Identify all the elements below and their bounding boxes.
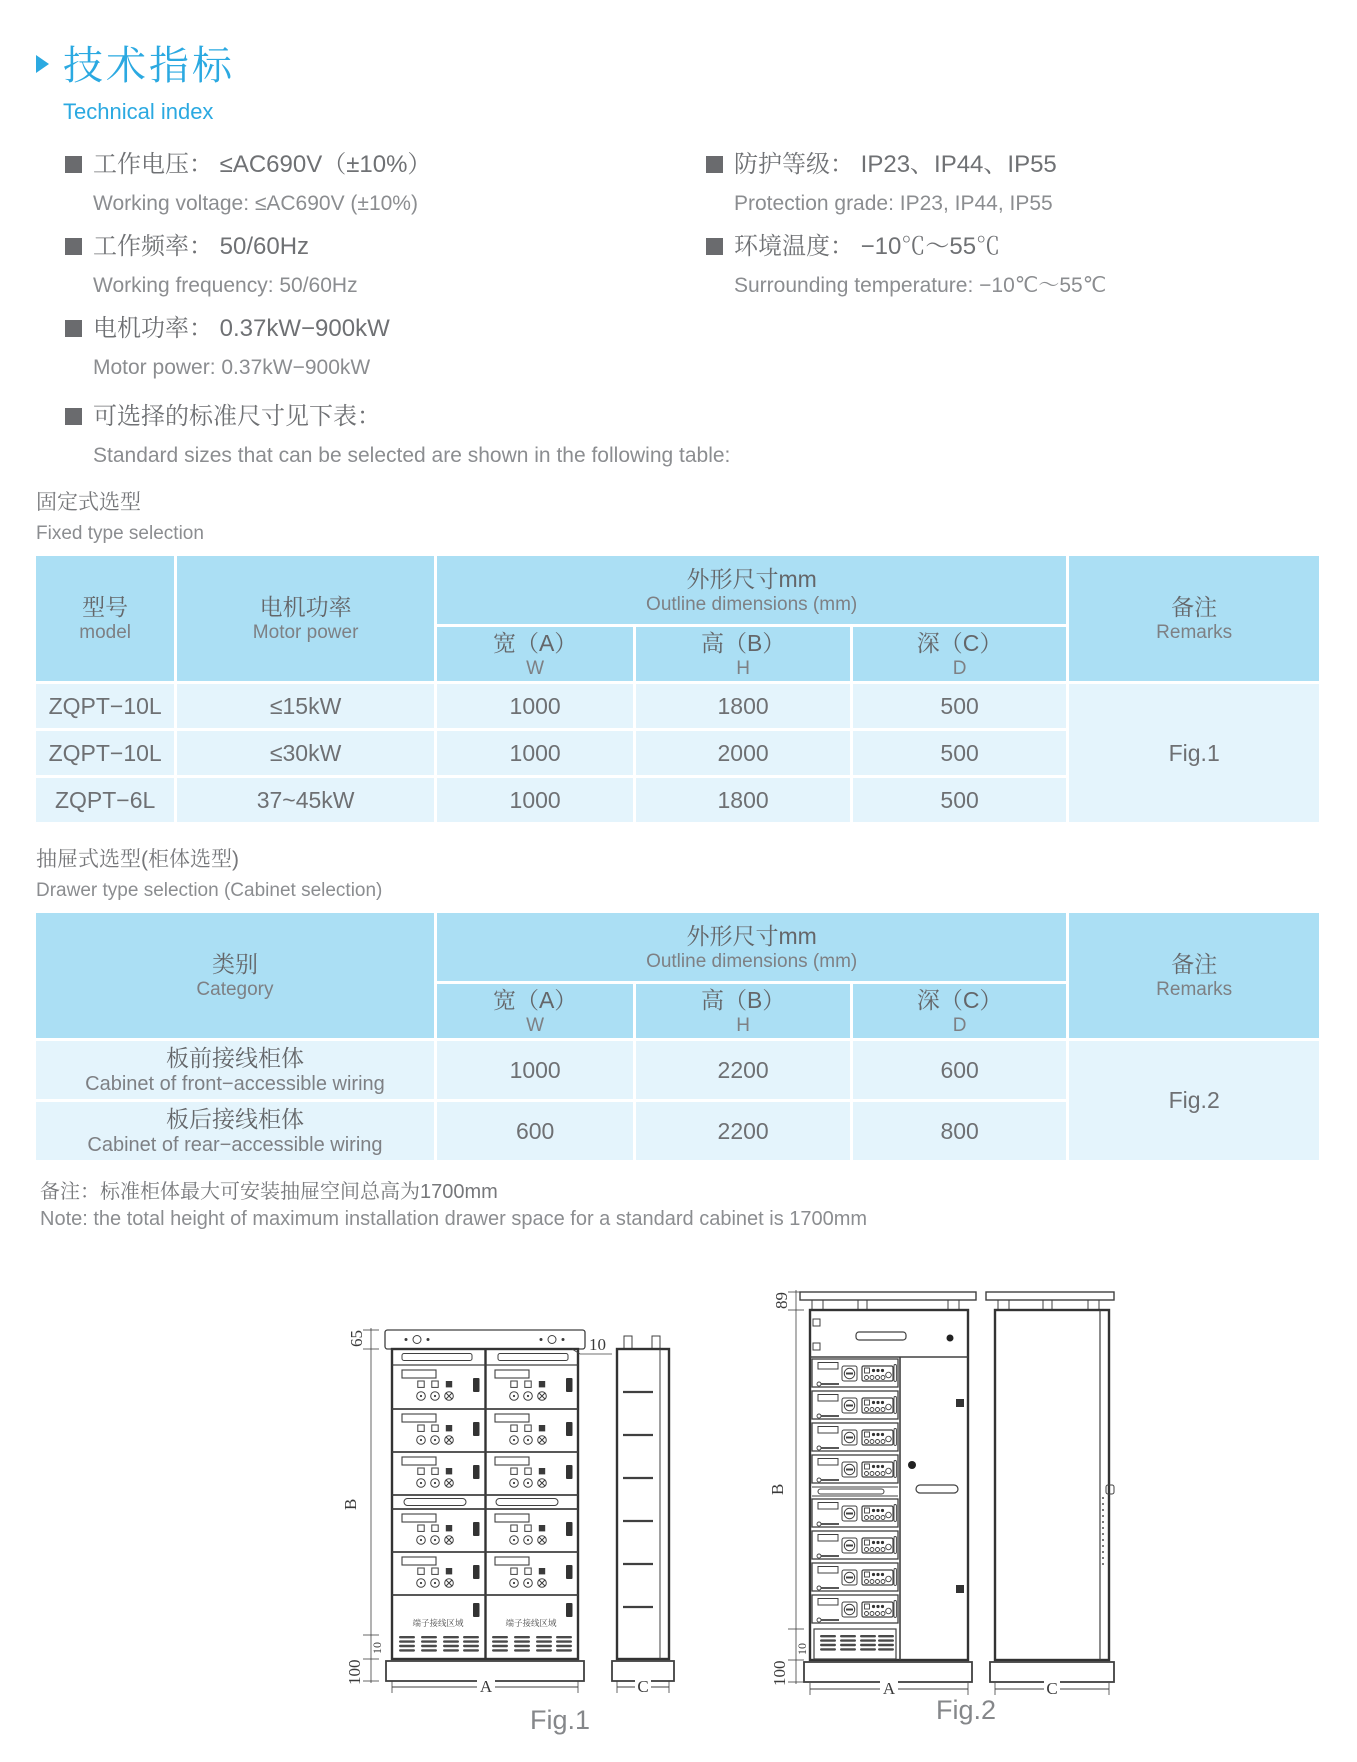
spec-column-left [65, 151, 706, 397]
fig1-terminal-label-left: 端子接线区域 [412, 1618, 464, 1628]
fig1-dim-65: 65 [347, 1330, 366, 1347]
bullet-square-icon [706, 156, 723, 173]
spec-protection-grade [706, 151, 1322, 216]
header-width: 宽（A） W [437, 984, 633, 1038]
fig2-dim-100: 100 [770, 1660, 789, 1686]
section-label-zh: 抽屉式选型(柜体选型) [36, 848, 239, 871]
spec-zh-text: 工作频率： 50/60Hz [93, 233, 310, 260]
spec-column-right [706, 151, 1322, 397]
spec-surrounding-temperature [706, 233, 1322, 298]
spec-en-text: Working frequency: 50/60Hz [93, 274, 358, 297]
cell-model: ZQPT−10L [36, 731, 174, 775]
cell-height: 1800 [636, 778, 850, 822]
drawer-type-table [33, 910, 1322, 1163]
fig1-front-view [341, 1328, 612, 1696]
cell-width: 1000 [437, 684, 633, 728]
header-width: 宽（A） W [437, 627, 633, 681]
note-block [40, 1179, 1322, 1233]
header-model: 型号 model [36, 556, 174, 681]
bullet-square-icon [706, 238, 723, 255]
spec-en-text: Protection grade: IP23, IP44, IP55 [734, 192, 1053, 215]
cell-power: 37~45kW [177, 778, 434, 822]
spec-working-frequency [65, 233, 706, 298]
cell-depth: 500 [853, 731, 1067, 775]
cell-category: 板后接线柜体 Cabinet of rear−accessible wiring [36, 1102, 434, 1160]
fig1-dim-100: 100 [345, 1659, 364, 1685]
cell-height: 2000 [636, 731, 850, 775]
cell-width: 1000 [437, 778, 633, 822]
fig2-dim-C: C [1046, 1679, 1058, 1698]
note-zh: 备注：标准柜体最大可安装抽屉空间总高为1700mm [40, 1181, 498, 1203]
spec-zh-text: 工作电压： ≤AC690V（±10%） [93, 151, 432, 178]
spec-en-text: Motor power: 0.37kW−900kW [93, 356, 371, 379]
section-arrow-icon [36, 55, 49, 73]
spec-zh-text: 可选择的标准尺寸见下表： [93, 403, 381, 430]
cell-depth: 600 [853, 1041, 1067, 1099]
header-remarks: 备注 Remarks [1069, 913, 1319, 1038]
spec-zh-text: 电机功率： 0.37kW−900kW [93, 315, 390, 342]
fig1-caption: Fig.1 [529, 1705, 591, 1735]
header-motor-power: 电机功率 Motor power [177, 556, 434, 681]
cell-depth: 500 [853, 684, 1067, 728]
fig1-terminal-label-right: 端子接线区域 [505, 1618, 557, 1628]
cell-height: 2200 [636, 1041, 850, 1099]
spec-table-intro [65, 403, 1322, 468]
fig1-dim-A: A [479, 1677, 493, 1696]
header-height: 高（B） H [636, 984, 850, 1038]
cell-remark: Fig.2 [1069, 1041, 1319, 1160]
cell-width: 1000 [437, 731, 633, 775]
cell-power: ≤15kW [177, 684, 434, 728]
header-depth: 深（C） D [853, 984, 1067, 1038]
header-height: 高（B） H [636, 627, 850, 681]
page-title: 技术指标 [63, 44, 235, 88]
note-en: Note: the total height of maximum installation drawer space for a standard cabinet is 1700mm [40, 1208, 868, 1230]
cell-remark: Fig.1 [1069, 684, 1319, 822]
cell-depth: 800 [853, 1102, 1067, 1160]
cell-width: 1000 [437, 1041, 633, 1099]
spec-zh-text: 环境温度： −10℃～55℃ [734, 233, 1001, 260]
header-outline-dimensions: 外形尺寸mm Outline dimensions (mm) [437, 913, 1066, 981]
drawer-table-section-label [36, 843, 1322, 902]
bullet-square-icon [65, 238, 82, 255]
fig1-dim-10-vent: 10 [370, 1642, 384, 1654]
fig1-dim-10-top: 10 [589, 1335, 606, 1354]
header-outline-dimensions: 外形尺寸mm Outline dimensions (mm) [437, 556, 1066, 624]
cell-power: ≤30kW [177, 731, 434, 775]
header-depth: 深（C） D [853, 627, 1067, 681]
header-category: 类别 Category [36, 913, 434, 1038]
bullet-square-icon [65, 320, 82, 337]
fig2-front-view [768, 1290, 976, 1698]
bullet-square-icon [65, 408, 82, 425]
section-label-en: Drawer type selection (Cabinet selection) [36, 880, 383, 901]
table-row [36, 1041, 1319, 1099]
fig2-dim-A: A [882, 1679, 896, 1698]
table-row [36, 684, 1319, 728]
spec-en-text: Working voltage: ≤AC690V (±10%) [93, 192, 418, 215]
fig1-dim-C: C [637, 1677, 649, 1696]
section-label-zh: 固定式选型 [36, 491, 141, 514]
figures-area [0, 1237, 1322, 1762]
fig2-dim-10: 10 [795, 1643, 809, 1655]
spec-en-text: Standard sizes that can be selected are shown in the following table: [93, 444, 731, 467]
spec-list [65, 151, 1322, 397]
fig1-side-view [612, 1336, 674, 1696]
fig1-dim-B: B [341, 1498, 360, 1510]
title-block [36, 34, 1322, 125]
cabinet-drawings [0, 1237, 1357, 1762]
header-remarks: 备注 Remarks [1069, 556, 1319, 681]
spec-zh-text: 防护等级： IP23、IP44、IP55 [734, 151, 1057, 178]
cell-depth: 500 [853, 778, 1067, 822]
spec-working-voltage [65, 151, 706, 216]
fig2-caption: Fig.2 [935, 1695, 997, 1725]
cell-model: ZQPT−6L [36, 778, 174, 822]
cell-height: 2200 [636, 1102, 850, 1160]
fig2-side-view [986, 1292, 1114, 1698]
cell-height: 1800 [636, 684, 850, 728]
spec-en-text: Surrounding temperature: −10℃～55℃ [734, 274, 1107, 297]
section-label-en: Fixed type selection [36, 523, 204, 544]
fig2-dim-89: 89 [772, 1292, 791, 1309]
cell-model: ZQPT−10L [36, 684, 174, 728]
cell-width: 600 [437, 1102, 633, 1160]
spec-motor-power [65, 315, 706, 380]
bullet-square-icon [65, 156, 82, 173]
fig2-dim-B: B [768, 1483, 787, 1495]
fixed-table-section-label [36, 486, 1322, 545]
cell-category: 板前接线柜体 Cabinet of front−accessible wiring [36, 1041, 434, 1099]
fixed-type-table [33, 553, 1322, 825]
page-subtitle: Technical index [63, 99, 214, 124]
